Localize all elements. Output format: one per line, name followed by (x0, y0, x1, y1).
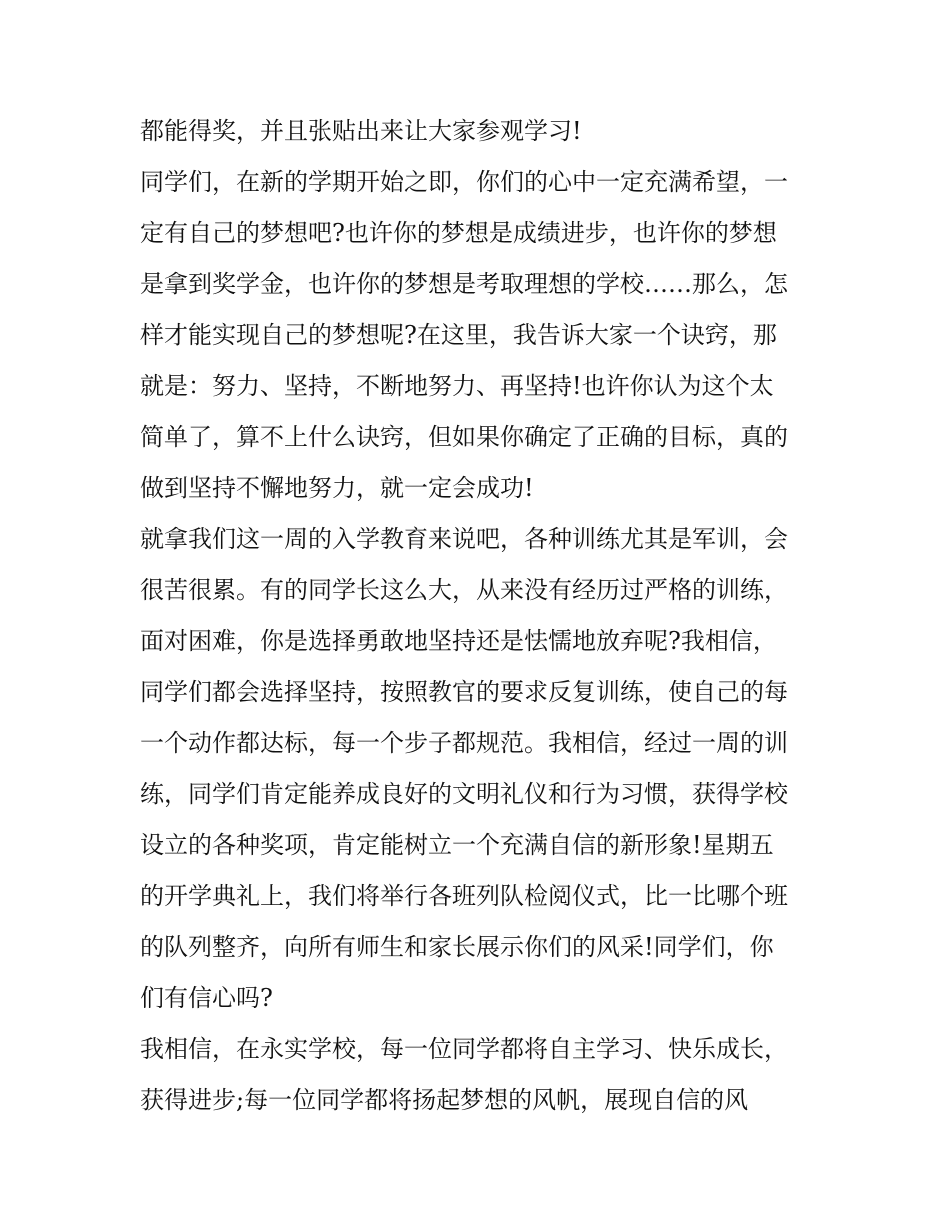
body-text (140, 106, 820, 1126)
text-line: 都能得奖，并且张贴出来让大家参观学习! (140, 117, 582, 145)
text-line: 我相信，在永实学校，每一位同学都将自主学习、快乐成长， (140, 1035, 788, 1063)
text-line: 获得进步;每一位同学都将扬起梦想的风帆，展现自信的风 (140, 1086, 749, 1114)
text-line: 的开学典礼上，我们将举行各班列队检阅仪式，比一比哪个班 (140, 882, 788, 910)
text-line: 们有信心吗? (140, 984, 273, 1012)
text-line: 练，同学们肯定能养成良好的文明礼仪和行为习惯，获得学校 (140, 780, 788, 808)
text-line: 定有自己的梦想吧?也许你的梦想是成绩进步，也许你的梦想 (140, 219, 777, 247)
text-line: 就拿我们这一周的入学教育来说吧，各种训练尤其是军训，会 (140, 525, 788, 553)
text-line: 的队列整齐，向所有师生和家长展示你们的风采!同学们，你 (140, 933, 774, 961)
text-line: 样才能实现自己的梦想呢?在这里，我告诉大家一个诀窍，那 (140, 321, 777, 349)
text-line: 就是：努力、坚持，不断地努力、再坚持!也许你认为这个太 (140, 372, 774, 400)
text-line: 面对困难，你是选择勇敢地坚持还是怯懦地放弃呢?我相信， (140, 627, 777, 655)
text-line: 同学们，在新的学期开始之即，你们的心中一定充满希望，一 (140, 168, 788, 196)
text-line: 同学们都会选择坚持，按照教官的要求反复训练，使自己的每 (140, 678, 788, 706)
text-line: 是拿到奖学金，也许你的梦想是考取理想的学校……那么，怎 (140, 270, 788, 298)
text-line: 一个动作都达标，每一个步子都规范。我相信，经过一周的训 (140, 729, 788, 757)
text-line: 做到坚持不懈地努力，就一定会成功! (140, 474, 534, 502)
text-line: 很苦很累。有的同学长这么大，从来没有经历过严格的训练， (140, 576, 788, 604)
text-line: 设立的各种奖项，肯定能树立一个充满自信的新形象!星期五 (140, 831, 774, 859)
text-line: 简单了，算不上什么诀窍，但如果你确定了正确的目标，真的 (140, 423, 788, 451)
